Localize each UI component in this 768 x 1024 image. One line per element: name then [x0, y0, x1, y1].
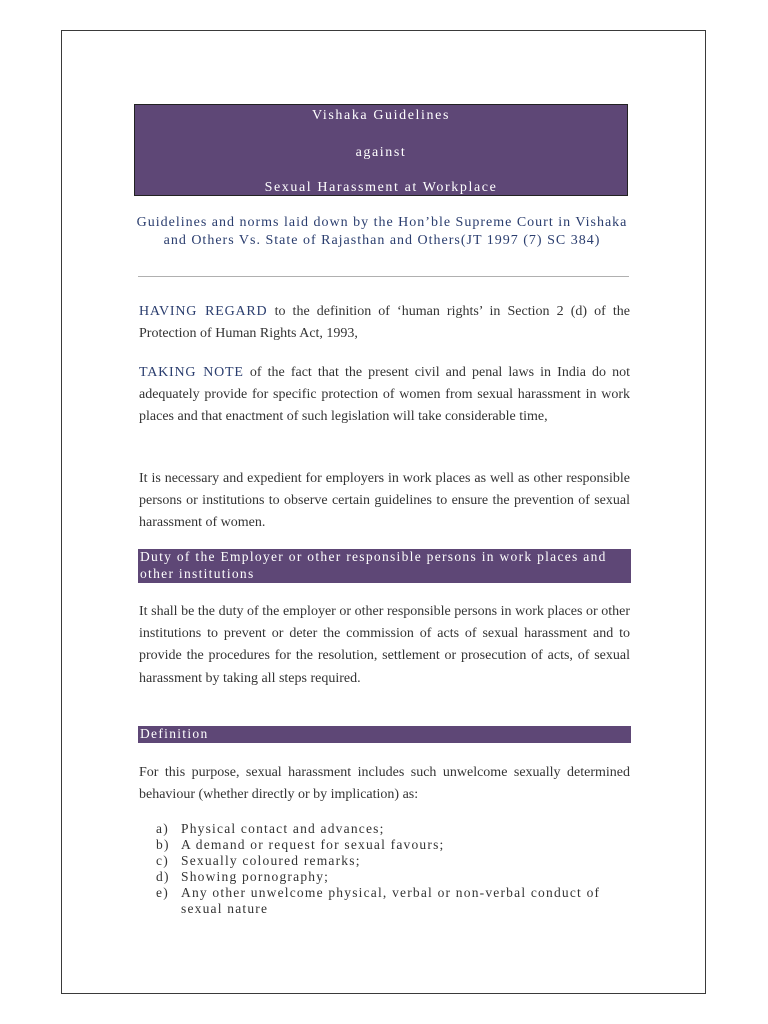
divider: [138, 276, 629, 277]
list-marker: b): [156, 837, 170, 852]
title-line-2: against: [355, 145, 407, 160]
list-marker: e): [156, 885, 169, 900]
list-item-text: A demand or request for sexual favours;: [181, 837, 445, 852]
list-item-text: Physical contact and advances;: [181, 821, 385, 836]
list-marker: d): [156, 869, 170, 884]
definition-heading: Definition: [138, 726, 631, 743]
document-page: [61, 30, 706, 994]
list-item: [156, 853, 631, 869]
title-box: [134, 104, 628, 196]
list-item: [156, 821, 631, 837]
taking-note-lead: TAKING NOTE: [139, 365, 244, 380]
list-item: [156, 869, 631, 885]
list-marker: c): [156, 853, 169, 868]
list-item-text: Any other unwelcome physical, verbal or non-verbal conduct of sexual nature: [181, 885, 601, 916]
harassment-list: [156, 821, 631, 917]
taking-note-text: of the fact that the present civil and penal laws in India do not adequately provide for specific protection of women from sexual harassment in work places and that enactment of such legislation will take considerable time,: [139, 365, 630, 425]
title-line-1: Vishaka Guidelines: [312, 108, 450, 123]
subtitle: Guidelines and norms laid down by the Hon’ble Supreme Court in Vishaka and Others Vs. State of Rajasthan and Others(JT 1997 (7) SC 384): [136, 215, 628, 248]
having-regard-lead: HAVING REGARD: [139, 304, 268, 319]
having-regard-paragraph: [139, 301, 630, 345]
duty-paragraph: It shall be the duty of the employer or other responsible persons in work places or other institutions to prevent or deter the commission of acts of sexual harassment and to provide the procedures for the resolution, settlement or prosecution of acts, of sexual harassment by taking all steps required.: [139, 604, 630, 686]
list-item: [156, 837, 631, 853]
purpose-paragraph: For this purpose, sexual harassment includes such unwelcome sexually determined behaviour (whether directly or by implication) as:: [139, 765, 630, 803]
taking-note-paragraph: [139, 362, 630, 429]
list-marker: a): [156, 821, 169, 836]
title-line-3: Sexual Harassment at Workplace: [264, 180, 498, 195]
necessary-paragraph: It is necessary and expedient for employers in work places as well as other responsible persons or institutions to observe certain guidelines to ensure the prevention of sexual harassment of women.: [139, 471, 630, 531]
having-regard-text: to the definition of ‘human rights’ in Section 2 (d) of the Protection of Human Rights Act, 1993,: [139, 304, 630, 342]
list-item-text: Sexually coloured remarks;: [181, 853, 361, 868]
list-item: [156, 885, 631, 917]
duty-heading: Duty of the Employer or other responsible persons in work places and other institutions: [138, 549, 631, 583]
list-item-text: Showing pornography;: [181, 869, 330, 884]
